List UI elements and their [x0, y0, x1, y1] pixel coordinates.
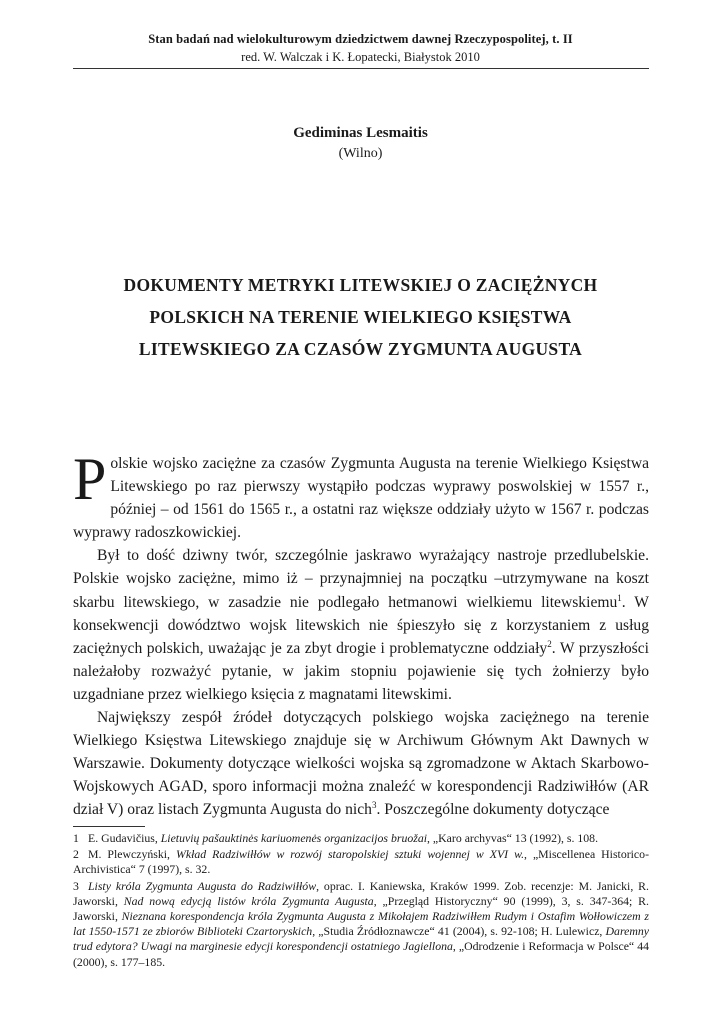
running-header-title: Stan badań nad wielokulturowym dziedzictwem dawnej Rzeczypospolitej, t. II — [148, 32, 573, 46]
drop-cap: P — [73, 446, 107, 512]
paragraph-2-text-b: . W konsekwencji dowództwo wojsk litewskich nie śpieszyło się z korzystaniem z usług zaciężnych polskich, uważając je za zbyt drogie i problematyczne oddziały — [73, 593, 650, 657]
footnote-italic: Listy króla Zygmunta Augusta do Radziwiłłów — [88, 878, 317, 893]
header-divider — [73, 68, 649, 69]
footnote-italic: Lietuvių pašauktinės kariuomenės organizacijos bruožai — [160, 831, 428, 845]
footnote-text: M. Plewczyński, — [88, 847, 176, 862]
footnote-italic: Wkład Radziwiłłów w rozwój staropolskiej sztuki wojennej w XVI w. — [176, 847, 525, 862]
footnote-1 — [73, 831, 649, 846]
paragraph-1 — [73, 446, 649, 544]
paragraph-3-text-b: . Poszczególne dokumenty dotyczące — [376, 801, 610, 819]
paragraph-3 — [73, 706, 649, 821]
footnote-text: , „Studia Źródłoznawcze“ 41 (2004), s. 92-108; H. Lulewicz, — [312, 924, 606, 939]
footnote-2 — [73, 847, 649, 877]
footnote-text: , „Przegląd Historyczny“ 90 (1999), 3, s. 347-364; R. Jaworski, — [73, 893, 649, 924]
author-affiliation: (Wilno) — [338, 146, 383, 161]
title-line-2: POLSKICH NA TERENIE WIELKIEGO KSIĘSTWA — [149, 307, 572, 327]
footnote-divider — [73, 826, 145, 827]
footnote-italic: Nad nową edycją listów króla Zygmunta Augusta — [123, 893, 374, 908]
footnote-text: , „Odrodzenie i Reformacja w Polsce“ 44 (2000), s. 177–185. — [73, 939, 650, 969]
paragraph-3-text-a: Największy zespół źródeł dotyczących polskiego wojska zaciężnego na terenie Wielkiego Księstwa Litewskiego znajduje się w Archiwum Głównym Akt Dawnych w Warszawie. Dokumenty dotyczące wielkości wojska są zgromadzone w Aktach Skarbowo-Wojskowych AGAD, sporo informacji można znaleźć w korespondencji Radziwiłłów (AR dział V) oraz listach Zygmunta Augusta do nich — [73, 709, 649, 819]
footnote-text: , „Miscellenea Historico-Archivistica“ 7 (1997), s. 32. — [73, 847, 649, 877]
article-title — [90, 269, 631, 365]
author-name: Gediminas Lesmaitis — [293, 125, 428, 141]
running-header-editors: red. W. Walczak i K. Łopatecki, Białystok 2010 — [241, 50, 480, 64]
title-line-3: LITEWSKIEGO ZA CZASÓW ZYGMUNTA AUGUSTA — [138, 339, 583, 359]
paragraph-1-text: olskie wojsko zaciężne za czasów Zygmunta Augusta na terenie Wielkiego Księstwa Litewskiego po raz pierwszy wystąpiło podczas wyprawy poswolskiej w 1557 r., później – od 1561 do 1565 r., a ostatni raz większe oddziały użyto w 1567 r. podczas wyprawy radoszkowickiej. — [73, 455, 649, 542]
paragraph-2-text-c: . W przyszłości należałoby rozważyć pytanie, w jakim stopniu pojawienie się tych żołnierzy było uzgadniane przez wielkiego księcia z magnatami litewskimi. — [73, 639, 649, 703]
footnote-text: , „Karo archyvas“ 13 (1992), s. 108. — [427, 831, 599, 845]
footnote-italic: Nieznana korespondencja króla Zygmunta Augusta z Mikołajem Radziwiłłem Rudym i Ostafim Wołłowiczem z lat 1550-1571 ze zbiorów Biblioteki Czartoryskich — [73, 909, 649, 939]
footnote-ref-1[interactable]: 1 — [617, 592, 622, 603]
title-line-1: DOKUMENTY METRYKI LITEWSKIEJ O ZACIĘŻNYCH — [123, 275, 598, 295]
paragraph-2-text-a: Był to dość dziwny twór, szczególnie jaskrawo wyrażający nastroje przedlubelskie. Polskie wojsko zaciężne, mimo iż – przynajmniej na początku –utrzymywane na koszt skarbu litewskiego, w zasadzie nie podlegało hetmanowi wielkiemu litewskiemu — [73, 547, 649, 611]
footnote-number: 2 — [73, 847, 79, 862]
footnote-italic: Daremny trud edytora? Uwagi na marginesie edycji korespondencji ostatniego Jagiellona — [73, 924, 649, 954]
footnote-number: 3 — [73, 878, 79, 893]
footnote-number: 1 — [73, 831, 79, 845]
footnote-text: E. Gudavičius, — [88, 831, 161, 845]
footnote-ref-2[interactable]: 2 — [547, 638, 552, 649]
footnote-text: , oprac. I. Kaniewska, Kraków 1999. Zob. recenzje: M. Janicki, R. Jaworski, — [73, 878, 649, 908]
footnote-ref-3[interactable]: 3 — [371, 800, 377, 811]
footnotes — [73, 831, 649, 971]
footnote-3 — [73, 879, 649, 970]
article-body — [73, 446, 650, 822]
paragraph-2 — [73, 544, 649, 706]
